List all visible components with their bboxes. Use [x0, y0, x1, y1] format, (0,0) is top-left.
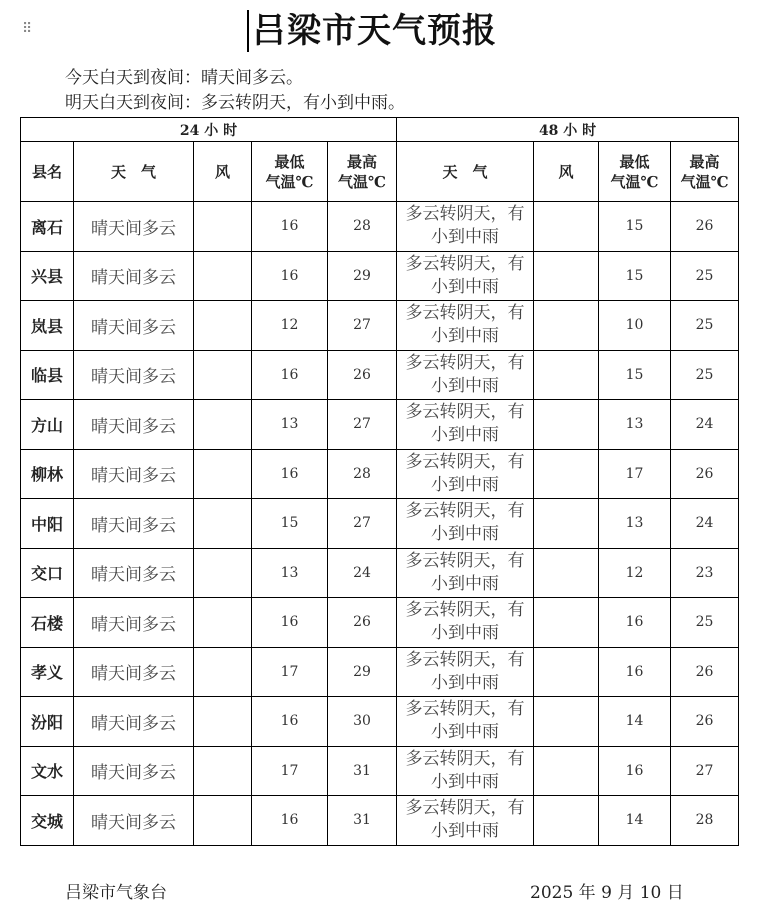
weather-48h-line-1: 多云转阴天，有	[405, 204, 525, 225]
max-temp-48h-cell: 26	[671, 697, 739, 747]
weather-24h-cell: 晴天间多云	[74, 400, 194, 450]
wind-24h-cell	[194, 202, 252, 252]
weather-24h-cell: 晴天间多云	[74, 449, 194, 499]
table-row	[21, 202, 739, 252]
weather-48h-line-2: 小到中雨	[431, 672, 500, 693]
wind-24h-cell	[194, 251, 252, 301]
max-temp-48h-cell: 26	[671, 202, 739, 252]
wind-24h-cell	[194, 400, 252, 450]
max-temp-48h-cell: 25	[671, 350, 739, 400]
col-max-label-1: 最高	[689, 152, 720, 171]
county-cell: 柳林	[21, 449, 74, 499]
weather-24h-cell: 晴天间多云	[74, 499, 194, 549]
wind-24h-cell	[194, 350, 252, 400]
weather-48h-line-2: 小到中雨	[431, 425, 500, 446]
max-temp-24h-cell: 28	[328, 202, 397, 252]
county-cell: 汾阳	[21, 697, 74, 747]
wind-48h-cell	[534, 350, 599, 400]
weather-48h-cell	[397, 400, 534, 450]
max-temp-24h-cell: 29	[328, 251, 397, 301]
table-row	[21, 697, 739, 747]
col-max-48-header	[671, 142, 739, 202]
footer-organization: 吕梁市气象台	[65, 883, 167, 903]
weather-24h-cell: 晴天间多云	[74, 746, 194, 796]
table-period-row	[21, 118, 739, 142]
min-temp-48h-cell: 14	[599, 697, 671, 747]
weather-48h-cell	[397, 746, 534, 796]
wind-24h-cell	[194, 697, 252, 747]
weather-48h-cell	[397, 697, 534, 747]
table-row	[21, 251, 739, 301]
weather-48h-line-2: 小到中雨	[431, 821, 500, 842]
max-temp-24h-cell: 29	[328, 647, 397, 697]
col-wind-48-header: 风	[534, 142, 599, 202]
weather-48h-cell	[397, 598, 534, 648]
weather-24h-cell: 晴天间多云	[74, 301, 194, 351]
min-temp-48h-cell: 16	[599, 746, 671, 796]
max-temp-24h-cell: 28	[328, 449, 397, 499]
wind-24h-cell	[194, 548, 252, 598]
weather-24h-cell: 晴天间多云	[74, 202, 194, 252]
min-temp-24h-cell: 13	[252, 400, 328, 450]
min-temp-24h-cell: 16	[252, 449, 328, 499]
table-row	[21, 647, 739, 697]
drag-handle-icon[interactable]: ⠿	[22, 21, 32, 37]
max-temp-48h-cell: 26	[671, 449, 739, 499]
weather-48h-cell	[397, 350, 534, 400]
wind-24h-cell	[194, 449, 252, 499]
page-title: 吕梁市天气预报	[252, 11, 497, 51]
footer-date: 2025 年 9 月 10 日	[530, 883, 684, 903]
weather-48h-line-2: 小到中雨	[431, 573, 500, 594]
table-row	[21, 548, 739, 598]
weather-48h-line-1: 多云转阴天，有	[405, 451, 525, 472]
min-temp-24h-cell: 17	[252, 647, 328, 697]
weather-48h-line-2: 小到中雨	[431, 524, 500, 545]
weather-48h-line-1: 多云转阴天，有	[405, 352, 525, 373]
max-temp-48h-cell: 24	[671, 499, 739, 549]
period-48h-header: 48 小 时	[397, 118, 739, 142]
min-temp-48h-cell: 15	[599, 350, 671, 400]
table-column-header-row	[21, 142, 739, 202]
max-temp-24h-cell: 27	[328, 499, 397, 549]
table-row	[21, 796, 739, 846]
wind-48h-cell	[534, 202, 599, 252]
wind-48h-cell	[534, 449, 599, 499]
max-temp-48h-cell: 23	[671, 548, 739, 598]
county-cell: 交城	[21, 796, 74, 846]
weather-48h-line-2: 小到中雨	[431, 375, 500, 396]
county-cell: 文水	[21, 746, 74, 796]
table-row	[21, 400, 739, 450]
weather-48h-line-1: 多云转阴天，有	[405, 550, 525, 571]
wind-48h-cell	[534, 746, 599, 796]
wind-48h-cell	[534, 251, 599, 301]
col-max-label-2: 气温℃	[680, 172, 729, 191]
weather-24h-cell: 晴天间多云	[74, 697, 194, 747]
weather-48h-cell	[397, 548, 534, 598]
table-row	[21, 350, 739, 400]
max-temp-48h-cell: 25	[671, 598, 739, 648]
min-temp-48h-cell: 15	[599, 202, 671, 252]
weather-24h-cell: 晴天间多云	[74, 598, 194, 648]
wind-48h-cell	[534, 499, 599, 549]
weather-48h-line-2: 小到中雨	[431, 771, 500, 792]
table-row	[21, 301, 739, 351]
min-temp-24h-cell: 16	[252, 796, 328, 846]
col-min-label-1: 最低	[274, 152, 305, 171]
min-temp-48h-cell: 13	[599, 400, 671, 450]
min-temp-24h-cell: 16	[252, 202, 328, 252]
wind-48h-cell	[534, 598, 599, 648]
weather-48h-cell	[397, 647, 534, 697]
col-min-label-1: 最低	[619, 152, 650, 171]
col-min-48-header	[599, 142, 671, 202]
min-temp-48h-cell: 14	[599, 796, 671, 846]
col-max-label-2: 气温℃	[338, 172, 386, 191]
min-temp-48h-cell: 16	[599, 647, 671, 697]
weather-48h-line-2: 小到中雨	[431, 276, 500, 297]
wind-24h-cell	[194, 301, 252, 351]
weather-48h-cell	[397, 301, 534, 351]
weather-24h-cell: 晴天间多云	[74, 251, 194, 301]
weather-48h-line-1: 多云转阴天，有	[405, 501, 525, 522]
min-temp-48h-cell: 12	[599, 548, 671, 598]
forecast-table	[20, 117, 739, 846]
weather-48h-line-1: 多云转阴天，有	[405, 402, 525, 423]
wind-24h-cell	[194, 499, 252, 549]
col-min-24-header	[252, 142, 328, 202]
min-temp-24h-cell: 17	[252, 746, 328, 796]
county-cell: 临县	[21, 350, 74, 400]
table-row	[21, 499, 739, 549]
text-cursor	[247, 10, 249, 52]
county-cell: 岚县	[21, 301, 74, 351]
wind-48h-cell	[534, 301, 599, 351]
wind-48h-cell	[534, 400, 599, 450]
weather-48h-cell	[397, 449, 534, 499]
county-cell: 石楼	[21, 598, 74, 648]
col-max-label-1: 最高	[347, 152, 378, 171]
weather-48h-cell	[397, 251, 534, 301]
wind-48h-cell	[534, 796, 599, 846]
min-temp-24h-cell: 16	[252, 598, 328, 648]
wind-48h-cell	[534, 548, 599, 598]
weather-48h-line-2: 小到中雨	[431, 722, 500, 743]
weather-24h-cell: 晴天间多云	[74, 350, 194, 400]
county-cell: 中阳	[21, 499, 74, 549]
county-cell: 兴县	[21, 251, 74, 301]
max-temp-24h-cell: 30	[328, 697, 397, 747]
county-cell: 离石	[21, 202, 74, 252]
max-temp-48h-cell: 27	[671, 746, 739, 796]
min-temp-24h-cell: 15	[252, 499, 328, 549]
weather-48h-line-1: 多云转阴天，有	[405, 600, 525, 621]
weather-24h-cell: 晴天间多云	[74, 796, 194, 846]
min-temp-48h-cell: 13	[599, 499, 671, 549]
weather-24h-cell: 晴天间多云	[74, 647, 194, 697]
min-temp-48h-cell: 16	[599, 598, 671, 648]
county-cell: 孝义	[21, 647, 74, 697]
weather-48h-cell	[397, 202, 534, 252]
weather-48h-cell	[397, 796, 534, 846]
weather-48h-line-1: 多云转阴天，有	[405, 798, 525, 819]
col-wind-24-header: 风	[194, 142, 252, 202]
max-temp-48h-cell: 24	[671, 400, 739, 450]
wind-24h-cell	[194, 647, 252, 697]
wind-48h-cell	[534, 697, 599, 747]
max-temp-24h-cell: 31	[328, 796, 397, 846]
min-temp-24h-cell: 12	[252, 301, 328, 351]
weather-48h-line-2: 小到中雨	[431, 326, 500, 347]
col-max-24-header	[328, 142, 397, 202]
col-weather-24-header: 天 气	[74, 142, 194, 202]
max-temp-24h-cell: 26	[328, 598, 397, 648]
weather-48h-line-2: 小到中雨	[431, 474, 500, 495]
weather-48h-line-1: 多云转阴天，有	[405, 303, 525, 324]
weather-48h-line-2: 小到中雨	[431, 227, 500, 248]
min-temp-24h-cell: 13	[252, 548, 328, 598]
weather-48h-line-2: 小到中雨	[431, 623, 500, 644]
table-row	[21, 598, 739, 648]
max-temp-48h-cell: 26	[671, 647, 739, 697]
col-county-header: 县名	[21, 142, 74, 202]
weather-48h-line-1: 多云转阴天，有	[405, 649, 525, 670]
max-temp-24h-cell: 27	[328, 301, 397, 351]
min-temp-24h-cell: 16	[252, 251, 328, 301]
wind-24h-cell	[194, 598, 252, 648]
weather-24h-cell: 晴天间多云	[74, 548, 194, 598]
max-temp-48h-cell: 25	[671, 301, 739, 351]
col-min-label-2: 气温℃	[610, 172, 659, 191]
max-temp-24h-cell: 26	[328, 350, 397, 400]
min-temp-24h-cell: 16	[252, 697, 328, 747]
max-temp-24h-cell: 24	[328, 548, 397, 598]
col-min-label-2: 气温℃	[265, 172, 314, 191]
max-temp-48h-cell: 28	[671, 796, 739, 846]
weather-48h-line-1: 多云转阴天，有	[405, 699, 525, 720]
max-temp-48h-cell: 25	[671, 251, 739, 301]
period-24h-header: 24 小 时	[21, 118, 397, 142]
max-temp-24h-cell: 31	[328, 746, 397, 796]
wind-24h-cell	[194, 746, 252, 796]
col-weather-48-header: 天 气	[397, 142, 534, 202]
table-row	[21, 746, 739, 796]
county-cell: 交口	[21, 548, 74, 598]
wind-48h-cell	[534, 647, 599, 697]
min-temp-24h-cell: 16	[252, 350, 328, 400]
weather-48h-cell	[397, 499, 534, 549]
min-temp-48h-cell: 15	[599, 251, 671, 301]
wind-24h-cell	[194, 796, 252, 846]
min-temp-48h-cell: 10	[599, 301, 671, 351]
weather-48h-line-1: 多云转阴天，有	[405, 253, 525, 274]
forecast-summary-today: 今天白天到夜间：晴天间多云。	[65, 68, 303, 88]
min-temp-48h-cell: 17	[599, 449, 671, 499]
table-row	[21, 449, 739, 499]
max-temp-24h-cell: 27	[328, 400, 397, 450]
county-cell: 方山	[21, 400, 74, 450]
forecast-summary-tomorrow: 明天白天到夜间：多云转阴天，有小到中雨。	[65, 93, 405, 113]
weather-48h-line-1: 多云转阴天，有	[405, 748, 525, 769]
